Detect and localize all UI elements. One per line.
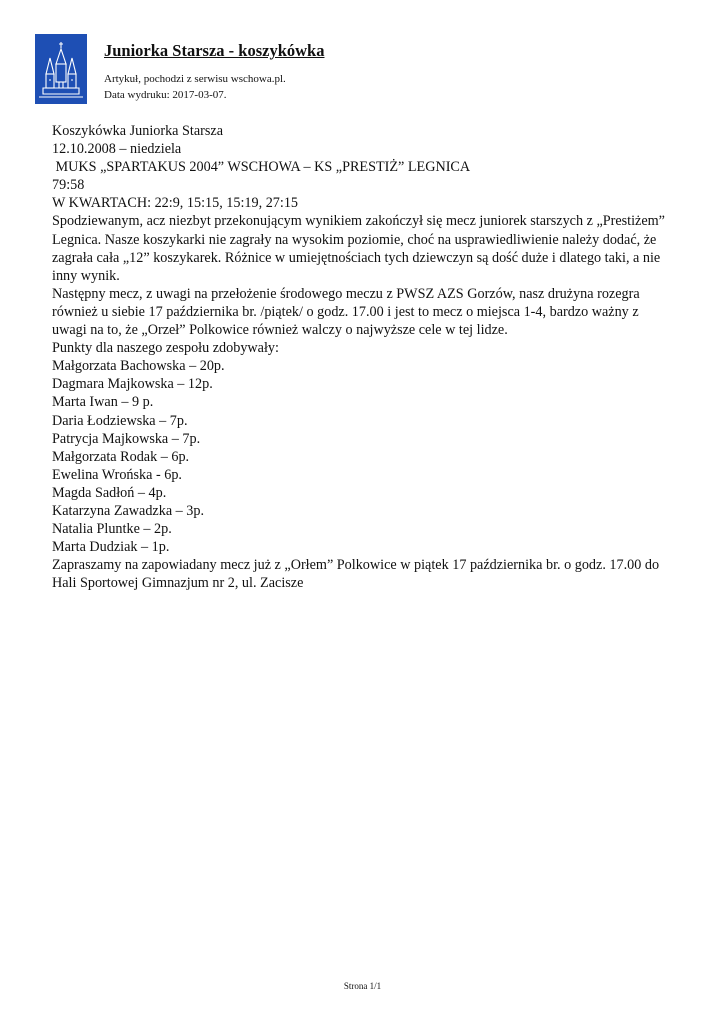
article-line: Punkty dla naszego zespołu zdobywały:	[52, 340, 279, 357]
scorer-line: Marta Iwan – 9 p.	[52, 394, 154, 411]
scorer-line: Daria Łodziewska – 7p.	[52, 412, 188, 429]
scorer-line: Ewelina Wrońska - 6p.	[52, 466, 182, 483]
scorer-line: Marta Dudziak – 1p.	[52, 539, 170, 556]
article-body	[52, 122, 674, 592]
scorer-line: Katarzyna Zawadzka – 3p.	[52, 502, 205, 519]
article-paragraph: Spodziewanym, acz niezbyt przekonującym wynikiem zakończył się mecz juniorek starszych z „Prestiżem” Legnica. Nasze koszykarki nie zagrały na wysokim poziomie, choć na usprawiedliwienie należy dodać, że zagrała cała „12” koszykarek. Różnice w umiejętnościach tych dziewczyn są dość duże i dlatego taki, a nie inny wynik.	[52, 213, 665, 284]
header-meta	[104, 71, 286, 103]
article-line: 79:58	[52, 177, 85, 194]
article-paragraph: Zapraszamy na zapowiadany mecz już z „Orłem” Polkowice w piątek 17 października br. o godz. 17.00 do Hali Sportowej Gimnazjum nr 2, ul. Zacisze	[52, 557, 660, 592]
source-line: Artykuł, pochodzi z serwisu wschowa.pl.	[104, 73, 286, 85]
scorer-line: Natalia Pluntke – 2p.	[52, 521, 172, 538]
article-line: MUKS „SPARTAKUS 2004” WSCHOWA – KS „PRESTIŻ” LEGNICA	[52, 159, 471, 176]
scorer-line: Małgorzata Bachowska – 20p.	[52, 358, 225, 375]
scorer-line: Magda Sadłoń – 4p.	[52, 484, 167, 501]
scorer-line: Małgorzata Rodak – 6p.	[52, 448, 190, 465]
article-line: 12.10.2008 – niedziela	[52, 141, 182, 158]
article-line: Koszykówka Juniorka Starsza	[52, 123, 223, 139]
church-towers-logo-icon	[35, 34, 87, 104]
print-date-line: Data wydruku: 2017-03-07.	[104, 89, 227, 101]
page-title: Juniorka Starsza - koszykówka	[104, 41, 325, 60]
scorer-line: Dagmara Majkowska – 12p.	[52, 376, 213, 393]
scorer-line: Patrycja Majkowska – 7p.	[52, 430, 201, 447]
article-line: W KWARTACH: 22:9, 15:15, 15:19, 27:15	[52, 195, 299, 212]
article-paragraph: Następny mecz, z uwagi na przełożenie środowego meczu z PWSZ AZS Gorzów, nasz drużyna rozegra również u siebie 17 października br. /piątek/ o godz. 17.00 i jest to mecz o miejsca 1-4, bardzo ważny z uwagi na to, że „Orzeł” Polkowice również walczy o najwyższe cele w tej lidze.	[52, 285, 640, 339]
page-number: Strona 1/1	[343, 981, 382, 991]
